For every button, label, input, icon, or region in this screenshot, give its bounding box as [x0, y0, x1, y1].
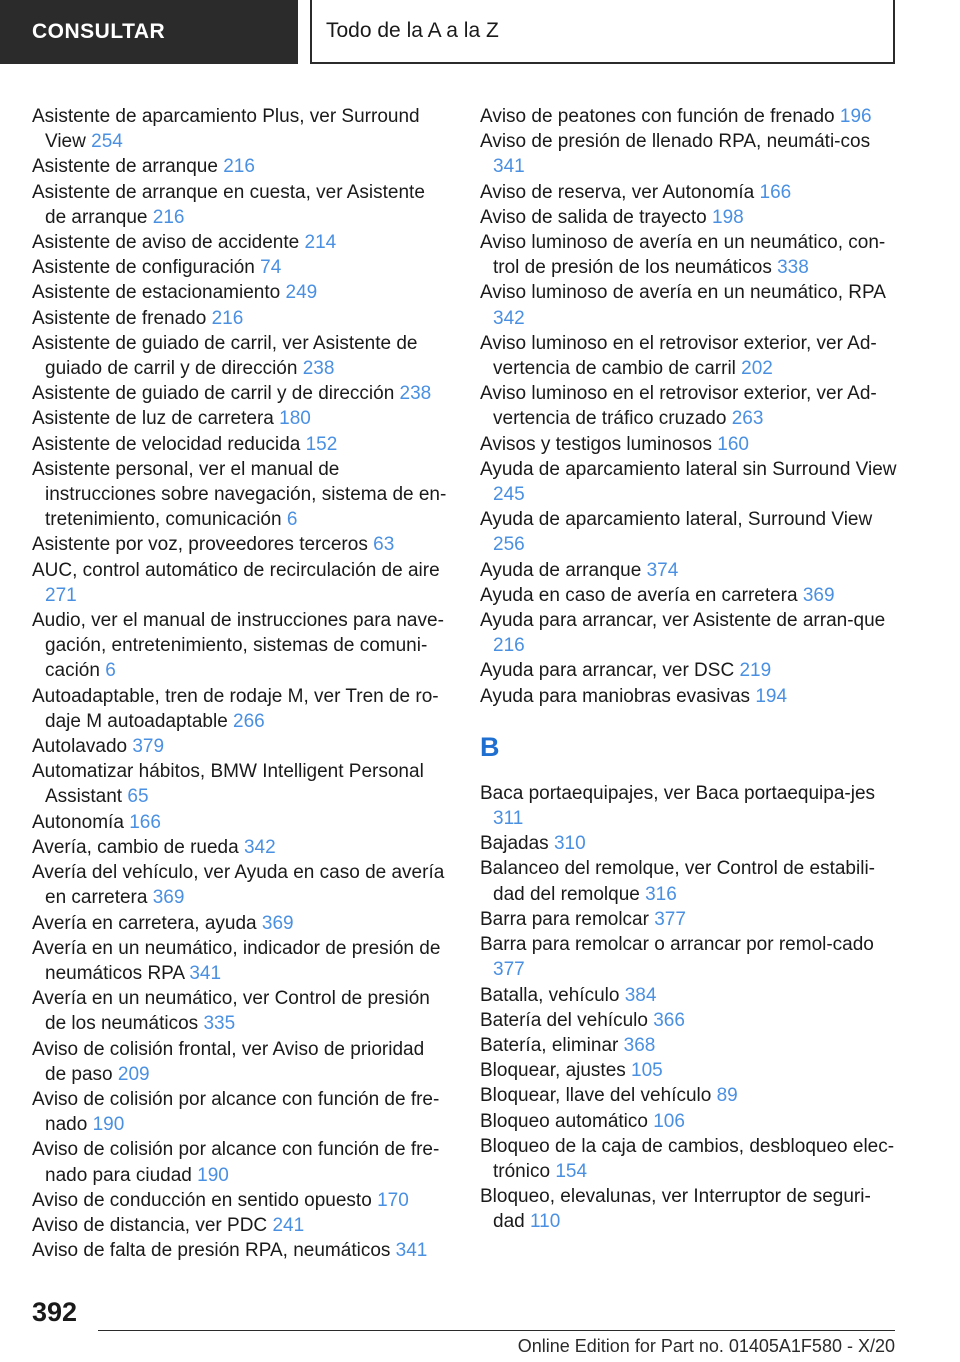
page-reference-link[interactable]: 377: [493, 959, 525, 981]
page-reference-link[interactable]: 196: [839, 106, 872, 127]
entry-text: Ayuda para arrancar, ver DSC: [480, 660, 735, 682]
page-reference-link[interactable]: 166: [129, 811, 161, 833]
entry-text: Aviso de peatones con función de frenado: [480, 106, 835, 127]
footer-edition: Online Edition for Part no. 01405A1F580 - X/20: [517, 1336, 895, 1356]
entry-text: Aviso de colisión por alcance con función de fre-nado: [32, 1088, 440, 1136]
entry-text: Ayuda de aparcamiento lateral sin Surround View: [480, 458, 897, 480]
entry-text: Batería del vehículo: [480, 1009, 648, 1031]
entry-text: Avería en carretera, ayuda: [32, 912, 257, 934]
index-entry: [32, 532, 450, 557]
entry-text: Barra para remolcar: [480, 908, 649, 930]
entry-text: Aviso de distancia, ver PDC: [32, 1214, 268, 1236]
index-entry: [480, 230, 900, 280]
page-reference-link[interactable]: 369: [261, 912, 294, 934]
page-reference-link[interactable]: 263: [731, 408, 764, 430]
page-reference-link[interactable]: 216: [223, 156, 255, 178]
page-reference-link[interactable]: 209: [117, 1063, 150, 1085]
entry-text: Asistente personal, ver el manual de instrucciones sobre navegación, sistema de en-tretenimiento, comunicación: [32, 458, 447, 531]
page-reference-link[interactable]: 89: [716, 1085, 738, 1107]
entry-text: AUC, control automático de recirculación de aire: [32, 559, 440, 581]
index-entry: [480, 932, 900, 982]
entry-text: Autoadaptable, tren de rodaje M, ver Tren de ro-daje M autoadaptable: [32, 685, 439, 732]
entry-text: Asistente de velocidad reducida: [32, 433, 301, 455]
entry-text: Batería, eliminar: [480, 1034, 619, 1056]
page-reference-link[interactable]: 74: [260, 257, 282, 279]
page-reference-link[interactable]: 245: [493, 484, 525, 506]
entry-text: Ayuda para maniobras evasivas: [480, 685, 751, 707]
index-entry: [480, 280, 900, 330]
chapter-title: Todo de la A a la Z: [310, 0, 895, 64]
entry-text: Balanceo del remolque, ver Control de estabili-dad del remolque: [480, 858, 875, 905]
entry-text: Ayuda en caso de avería en carretera: [480, 584, 798, 606]
index-entry: [480, 907, 900, 932]
index-column-right: [480, 104, 900, 1235]
page-reference-link[interactable]: 216: [493, 635, 525, 657]
entry-text: Aviso de conducción en sentido opuesto: [32, 1189, 372, 1211]
index-entry: [32, 1087, 450, 1137]
entry-text: Aviso de reserva, ver Autonomía: [480, 181, 755, 203]
index-entry: [480, 658, 900, 683]
page-reference-link[interactable]: 214: [304, 232, 337, 254]
index-entry: [32, 734, 450, 759]
index-entry: [480, 432, 900, 457]
index-entry: [32, 180, 450, 230]
index-entry: [480, 583, 900, 608]
index-entry: [32, 306, 450, 331]
index-entry: [480, 331, 900, 381]
entry-text: Asistente por voz, proveedores terceros: [32, 534, 368, 556]
index-entry: [480, 1184, 900, 1234]
page-number: 392: [32, 1297, 78, 1327]
page-reference-link[interactable]: 335: [203, 1013, 236, 1035]
index-entry: [32, 280, 450, 305]
entry-text: Asistente de aparcamiento Plus, ver Surround View: [32, 106, 420, 153]
index-entry: [480, 457, 900, 507]
index-entry: [32, 104, 450, 154]
index-entry: [32, 1238, 450, 1263]
page-reference-link[interactable]: 338: [777, 257, 809, 279]
index-entry: [32, 154, 450, 179]
section-tab[interactable]: CONSULTAR: [0, 0, 298, 64]
page-reference-link[interactable]: 369: [802, 584, 835, 606]
page-reference-link[interactable]: 249: [285, 282, 318, 304]
entry-text: Audio, ver el manual de instrucciones para nave-gación, entretenimiento, sistemas de comuni-cación: [32, 610, 444, 682]
entry-text: Asistente de arranque en cuesta, ver Asistente de arranque: [32, 181, 425, 228]
index-entry: [480, 180, 900, 205]
index-entry: [480, 205, 900, 230]
index-entry: [480, 381, 900, 431]
page-reference-link[interactable]: 106: [653, 1110, 685, 1132]
page-reference-link[interactable]: 266: [233, 710, 265, 732]
entry-text: Asistente de guiado de carril, ver Asistente de guiado de carril y de dirección: [32, 332, 418, 380]
index-entry: [32, 684, 450, 734]
entry-text: Batalla, vehículo: [480, 984, 620, 1006]
entry-text: Aviso luminoso en el retrovisor exterior, ver Ad-vertencia de tráfico cruzado: [480, 383, 877, 430]
entry-text: Bloqueo, elevalunas, ver Interruptor de seguri-dad: [480, 1186, 871, 1233]
page-reference-link[interactable]: 374: [646, 559, 679, 581]
entry-text: Asistente de luz de carretera: [32, 408, 274, 430]
page-reference-link[interactable]: 366: [653, 1009, 685, 1031]
index-entry: [32, 936, 450, 986]
entry-text: Asistente de aviso de accidente: [32, 232, 300, 254]
page-reference-link[interactable]: 160: [717, 433, 749, 455]
page-reference-link[interactable]: 216: [211, 307, 244, 329]
entry-text: Asistente de guiado de carril y de dirección: [32, 383, 395, 405]
page-reference-link[interactable]: 271: [45, 584, 77, 606]
index-entry: [32, 457, 450, 533]
index-entry: [480, 1033, 900, 1058]
page-reference-link[interactable]: 170: [377, 1189, 409, 1211]
index-entry: [480, 558, 900, 583]
page-reference-link[interactable]: 379: [132, 736, 165, 758]
entry-text: Ayuda de arranque: [480, 559, 642, 581]
entry-text: Avería, cambio de rueda: [32, 836, 239, 858]
index-column-left: [32, 104, 450, 1263]
entry-text: Autonomía: [32, 811, 124, 833]
entry-text: Asistente de configuración: [32, 257, 255, 279]
index-entry: [480, 129, 900, 179]
index-entry: [32, 381, 450, 406]
letter-heading-b: B: [480, 731, 500, 762]
page-reference-link[interactable]: 316: [645, 883, 677, 905]
entry-text: Avería en un neumático, ver Control de presión de los neumáticos: [32, 988, 430, 1035]
index-entry: [480, 831, 900, 856]
page-reference-link[interactable]: 254: [91, 131, 123, 153]
page-reference-link[interactable]: 219: [739, 660, 772, 682]
page-reference-link[interactable]: 198: [712, 206, 744, 228]
index-entry: [32, 255, 450, 280]
entry-text: Asistente de arranque: [32, 156, 218, 178]
page-reference-link[interactable]: 194: [755, 685, 788, 707]
entry-text: Aviso de presión de llenado RPA, neumáti-cos: [480, 131, 871, 153]
footer-divider: [98, 1330, 895, 1331]
index-entry: [480, 1008, 900, 1033]
page-reference-link[interactable]: 216: [152, 206, 185, 228]
index-entry: [480, 104, 900, 129]
page-reference-link[interactable]: 65: [127, 786, 149, 808]
page-reference-link[interactable]: 190: [92, 1114, 125, 1136]
index-entry: [32, 331, 450, 381]
page-reference-link[interactable]: 342: [243, 836, 276, 858]
page-reference-link[interactable]: 311: [493, 808, 524, 830]
entry-text: Ayuda de aparcamiento lateral, Surround View: [480, 509, 873, 531]
index-entry: [480, 684, 900, 709]
page-reference-link[interactable]: 369: [152, 887, 185, 909]
entry-text: Aviso luminoso de avería en un neumático, con-trol de presión de los neumáticos: [480, 232, 886, 279]
page-reference-link[interactable]: 190: [197, 1164, 229, 1186]
entry-text: Avisos y testigos luminosos: [480, 433, 712, 455]
page-reference-link[interactable]: 154: [555, 1160, 588, 1182]
entry-text: Baca portaequipajes, ver Baca portaequipa-jes: [480, 782, 876, 804]
index-entry: [480, 608, 900, 658]
entry-text: Bajadas: [480, 833, 549, 855]
index-entry: [32, 911, 450, 936]
index-entry: [32, 1213, 450, 1238]
page-reference-link[interactable]: 180: [279, 408, 311, 430]
page-reference-link[interactable]: 202: [741, 358, 773, 380]
entry-text: Asistente de frenado: [32, 307, 207, 329]
page-reference-link[interactable]: 105: [631, 1060, 663, 1082]
page-reference-link[interactable]: 238: [399, 383, 432, 405]
page-reference-link[interactable]: 110: [529, 1211, 561, 1233]
index-entry: [32, 608, 450, 684]
index-entry: [480, 507, 900, 557]
page-reference-link[interactable]: 6: [105, 660, 116, 682]
entry-text: Bloquear, llave del vehículo: [480, 1085, 712, 1107]
index-entry: [32, 558, 450, 608]
index-entry: [32, 835, 450, 860]
index-entry: [480, 1134, 900, 1184]
entry-text: Bloqueo de la caja de cambios, desbloqueo elec-trónico: [480, 1135, 895, 1182]
page-reference-link[interactable]: 341: [493, 156, 525, 178]
index-entry: [32, 1037, 450, 1087]
page-reference-link[interactable]: 152: [305, 433, 338, 455]
index-entry: [32, 1137, 450, 1187]
entry-text: Avería del vehículo, ver Ayuda en caso de avería en carretera: [32, 862, 445, 909]
entry-text: Autolavado: [32, 736, 128, 758]
entry-text: Aviso luminoso en el retrovisor exterior, ver Ad-vertencia de cambio de carril: [480, 332, 877, 380]
index-entry: [32, 406, 450, 431]
page-reference-link[interactable]: 342: [493, 307, 525, 329]
index-entry: [32, 860, 450, 910]
index-entry: [480, 983, 900, 1008]
page-reference-link[interactable]: 377: [654, 908, 686, 930]
entry-text: Aviso de salida de trayecto: [480, 206, 707, 228]
entry-text: Aviso de colisión por alcance con función de fre-nado para ciudad: [32, 1139, 440, 1186]
index-entry: [32, 986, 450, 1036]
page-reference-link[interactable]: 341: [395, 1240, 428, 1262]
entry-text: Asistente de estacionamiento: [32, 282, 281, 304]
index-entry: [480, 781, 900, 831]
index-entry: [480, 1109, 900, 1134]
entry-text: Aviso luminoso de avería en un neumático, RPA: [480, 282, 885, 304]
index-entry: [480, 1083, 900, 1108]
entry-text: Avería en un neumático, indicador de presión de neumáticos RPA: [32, 937, 441, 984]
index-list-a-continued: [480, 104, 900, 709]
page-reference-link[interactable]: 310: [553, 833, 586, 855]
page-reference-link[interactable]: 341: [189, 962, 222, 984]
entry-text: Aviso de falta de presión RPA, neumáticos: [32, 1240, 391, 1262]
entry-text: Bloquear, ajustes: [480, 1060, 626, 1082]
entry-text: Barra para remolcar o arrancar por remol-cado: [480, 934, 874, 956]
index-entry: [32, 759, 450, 809]
index-list-b: [480, 781, 900, 1235]
page-reference-link[interactable]: 368: [623, 1034, 656, 1056]
entry-text: Automatizar hábitos, BMW Intelligent Personal Assistant: [32, 761, 424, 808]
index-entry: [32, 810, 450, 835]
page-reference-link[interactable]: 238: [302, 358, 335, 380]
page-reference-link[interactable]: 166: [759, 181, 792, 203]
entry-text: Ayuda para arrancar, ver Asistente de arran-que: [480, 610, 886, 632]
entry-text: Aviso de colisión frontal, ver Aviso de prioridad de paso: [32, 1038, 425, 1085]
index-entry: [480, 856, 900, 906]
page-reference-link[interactable]: 384: [624, 984, 657, 1006]
index-entry: [480, 1058, 900, 1083]
index-entry: [32, 432, 450, 457]
index-entry: [32, 1188, 450, 1213]
page-reference-link[interactable]: 241: [272, 1214, 305, 1236]
page-reference-link[interactable]: 63: [373, 534, 395, 556]
page-reference-link[interactable]: 6: [286, 509, 298, 531]
index-entry: [32, 230, 450, 255]
page-reference-link[interactable]: 256: [493, 534, 525, 556]
entry-text: Bloqueo automático: [480, 1110, 648, 1132]
